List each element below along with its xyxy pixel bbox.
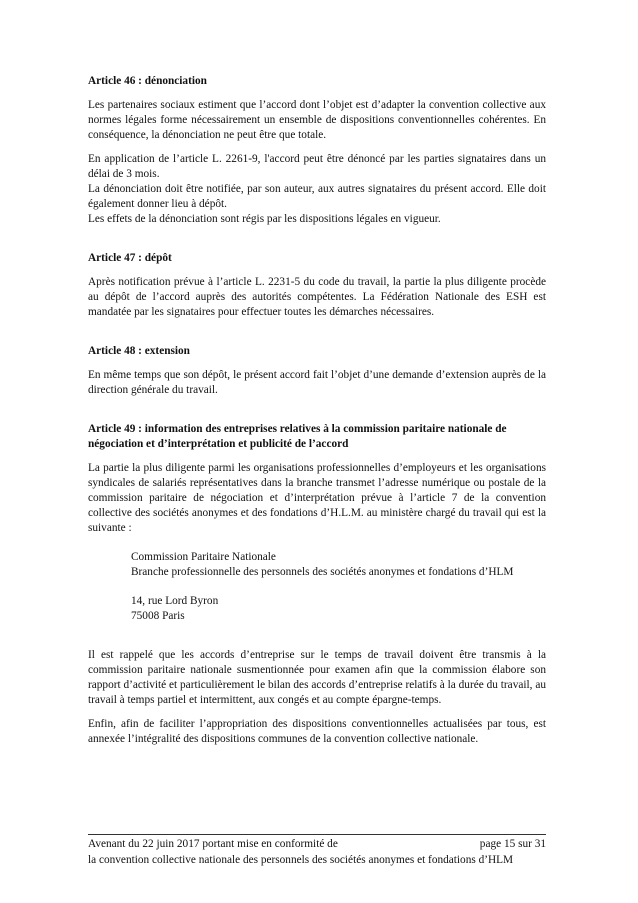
footer-title: Avenant du 22 juin 2017 portant mise en conformité de <box>88 838 338 850</box>
article-46-paragraph-2b: La dénonciation doit être notifiée, par son auteur, aux autres signataires du présent accord. Elle doit également donner lieu à dépôt. <box>88 183 546 210</box>
article-49-heading: Article 49 : information des entreprises relatives à la commission paritaire nationale de négociation et d’interprétation et publicité de l’accord <box>88 423 507 450</box>
article-49-paragraph-2: Il est rappelé que les accords d’entreprise sur le temps de travail doivent être transmis à la commission paritaire nationale susmentionnée pour examen afin que la commission élabore son rapport d’activité et particulièrement le bilan des accords d’entreprise relatifs à la durée du travail, au travail à temps partiel et intermittent, aux congés et au compte épargne-temps. <box>88 649 546 706</box>
article-46-paragraph-2a: En application de l’article L. 2261-9, l'accord peut être dénoncé par les parties signataires dans un délai de 3 mois. <box>88 153 546 180</box>
page-footer <box>88 836 546 868</box>
article-48-paragraph-1: En même temps que son dépôt, le présent accord fait l’objet d’une demande d’extension auprès de la direction générale du travail. <box>88 369 546 396</box>
article-49-paragraph-3: Enfin, afin de faciliter l’appropriation des dispositions conventionnelles actualisées par tous, est annexée l’intégralité des dispositions communes de la convention collective nationale. <box>88 718 546 745</box>
page-number: page 15 sur 31 <box>479 838 546 850</box>
footer-divider <box>88 834 546 835</box>
article-46-paragraph-2c: Les effets de la dénonciation sont régis par les dispositions légales en vigueur. <box>88 213 441 225</box>
page-content <box>88 74 546 747</box>
address-line-1: Commission Paritaire Nationale <box>131 551 276 563</box>
article-47-paragraph-1: Après notification prévue à l’article L. 2231-5 du code du travail, la partie la plus diligente procède au dépôt de l’accord auprès des autorités compétentes. La Fédération Nationale des ESH est mandatée par les signataires pour effectuer toutes les démarches nécessaires. <box>88 276 546 318</box>
footer-subtitle: la convention collective nationale des personnels des sociétés anonymes et fondations d’HLM <box>88 854 514 866</box>
article-49-paragraph-1: La partie la plus diligente parmi les organisations professionnelles d’employeurs et les organisations syndicales de salariés représentatives dans la branche transmet l’adresse numérique ou postale de la commission paritaire de négociation et d’interprétation prévue à l’article 7 de la convention collective des sociétés anonymes et des fondations d’H.L.M. au ministère chargé du travail qui est la suivante : <box>88 462 546 534</box>
article-46-heading: Article 46 : dénonciation <box>88 75 207 87</box>
address-line-4: 75008 Paris <box>131 610 185 622</box>
article-48-heading: Article 48 : extension <box>88 345 190 357</box>
article-47-heading: Article 47 : dépôt <box>88 252 172 264</box>
address-block <box>131 550 546 624</box>
address-line-2: Branche professionnelle des personnels des sociétés anonymes et fondations d’HLM <box>131 566 514 578</box>
address-line-3: 14, rue Lord Byron <box>131 595 219 607</box>
article-46-paragraph-1: Les partenaires sociaux estiment que l’accord dont l’objet est d’adapter la convention collective aux normes légales forme nécessairement un ensemble de dispositions conventionnelles cohérentes. En conséquence, la dénonciation ne peut être que totale. <box>88 99 546 141</box>
